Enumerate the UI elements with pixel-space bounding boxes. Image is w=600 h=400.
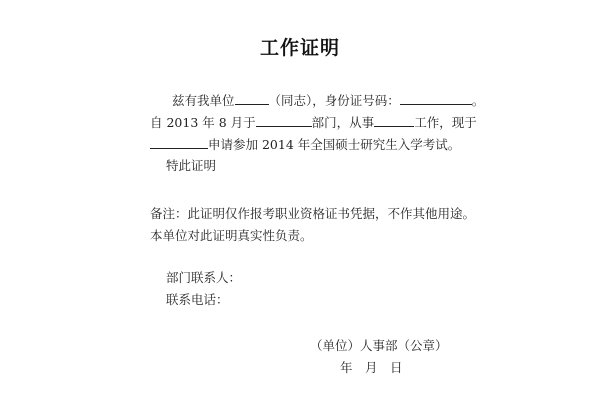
note-line-2: 本单位对此证明真实性负责。 [150,228,313,243]
current-unit-blank [150,136,208,149]
name-blank [235,92,269,105]
body-line-2 [150,114,477,131]
document-title: 工作证明 [259,37,340,59]
body-line-2-mid2: 工作，现于 [414,115,477,130]
seal-text: （单位）人事部（公章） [310,338,448,353]
contact-phone-label: 联系电话： [166,292,229,307]
body-line-2-prefix: 自 2013 年 8 月于 [150,115,256,130]
body-line-2-mid1: 部门，从事 [311,115,375,130]
body-line-4: 特此证明 [166,158,217,173]
date-text: 年 月 日 [340,360,403,375]
body-line-3 [150,136,460,153]
body-line-1-mid: （同志），身份证号码： [268,93,400,108]
department-blank [256,114,312,127]
body-line-1-end: 。 [471,93,485,108]
contact-person-label: 部门联系人： [166,270,242,285]
body-line-1 [172,92,484,109]
note-line-1: 备注：此证明仅作报考职业资格证书凭据，不作其他用途。 [150,206,476,221]
id-number-blank [400,92,472,105]
body-line-1-prefix: 兹有我单位 [172,93,235,108]
body-line-3-text: 申请参加 2014 年全国硕士研究生入学考试。 [208,137,461,152]
job-blank [374,114,414,127]
